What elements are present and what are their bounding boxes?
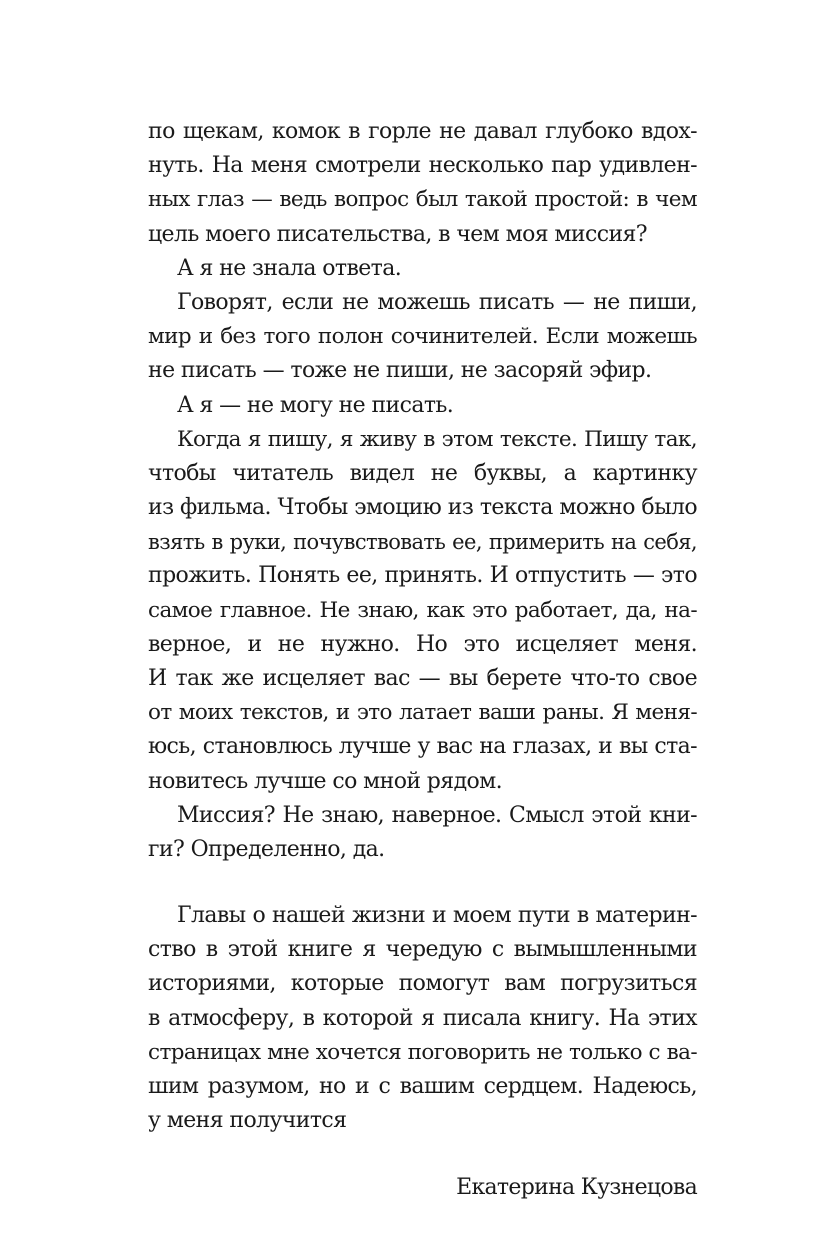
text-line: Миссия? Не знаю, наверное. Смысл этой кни- [177, 802, 697, 828]
text-line: новитесь лучше со мной рядом. [148, 768, 503, 794]
text-line: шим разумом, но и с вашим сердцем. Надеюсь, [148, 1073, 697, 1099]
text-line: верное, и не нужно. Но это исцеляет меня. [148, 631, 697, 657]
text-line: у меня получится [148, 1108, 347, 1134]
text-line: страницах мне хочется поговорить не только с ва- [148, 1039, 697, 1065]
text-line: А я — не могу не писать. [177, 392, 454, 418]
text-line: мир и без того полон сочинителей. Если можешь [148, 324, 697, 350]
text-line: юсь, становлюсь лучше у вас на глазах, и вы ста- [148, 734, 697, 760]
text-line: не писать — тоже не пиши, не засоряй эфир. [148, 358, 652, 384]
text-line: прожить. Понять ее, принять. И отпустить — это [148, 563, 697, 589]
text-line: самое главное. Не знаю, как это работает, да, на- [148, 597, 697, 623]
text-line: нуть. На меня смотрели несколько пар удивлен- [148, 153, 697, 179]
text-block-1 [148, 115, 697, 867]
text-line: в атмосферу, в которой я писала книгу. На этих [148, 1005, 697, 1031]
text-line: Когда я пишу, я живу в этом тексте. Пишу так, [177, 426, 697, 452]
text-line: по щекам, комок в горле не давал глубоко вдох- [148, 119, 697, 144]
text-line: ги? Определенно, да. [148, 836, 385, 862]
text-line: историями, которые помогут вам погрузиться [148, 971, 697, 997]
text-line: от моих текстов, и это латает ваши раны. Я меня- [148, 700, 697, 726]
text-line: ных глаз — ведь вопрос был такой простой: в чем [148, 187, 697, 213]
text-line: чтобы читатель видел не буквы, а картинку [148, 460, 697, 486]
author-signature: Екатерина Кузнецова [456, 1175, 697, 1200]
text-line: Говорят, если не можешь писать — не пиши, [177, 289, 697, 315]
text-line: цель моего писательства, в чем моя миссия? [148, 221, 647, 247]
text-block-2 [148, 899, 697, 1138]
text-line: Главы о нашей жизни и моем пути в материн- [177, 903, 697, 928]
text-line: А я не знала ответа. [177, 255, 402, 281]
text-line: ство в этой книге я чередую с вымышленными [148, 937, 697, 963]
text-line: взять в руки, почувствовать ее, примерить на себя, [148, 530, 697, 555]
text-line: И так же исцеляет вас — вы берете что-то свое [148, 666, 697, 691]
text-line: из фильма. Чтобы эмоцию из текста можно было [148, 495, 697, 521]
